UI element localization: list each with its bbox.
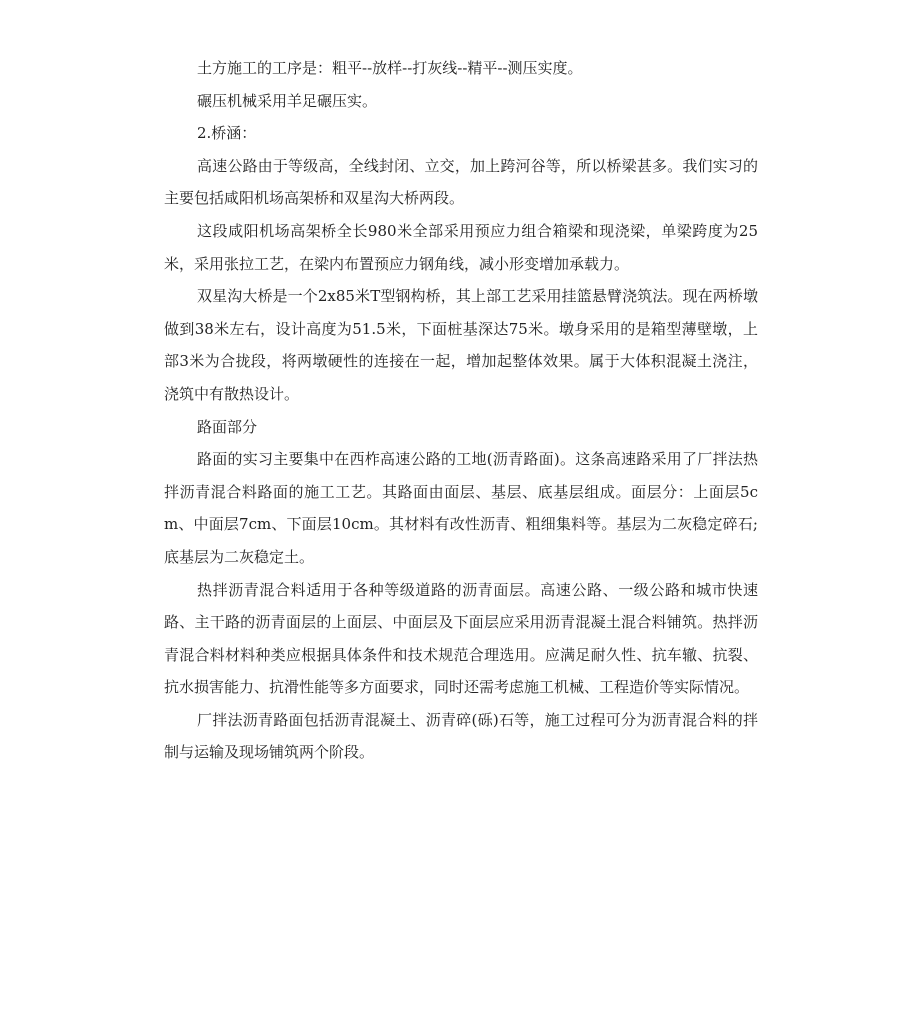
document-page <box>164 52 758 769</box>
paragraph-compaction-machinery: 碾压机械采用羊足碾压实。 <box>197 91 378 110</box>
paragraph-shuangxinggou-bridge: 双星沟大桥是一个2x85米T型钢构桥，其上部工艺采用挂篮悬臂浇筑法。现在两桥墩做到38米左右，设计高度为51.5米，下面桩基深达75米。墩身采用的是箱型薄壁墩，上部3米为合拢段，将两墩硬性的连接在一起，增加起整体效果。属于大体积混凝土浇注，浇筑中有散热设计。 <box>164 287 758 403</box>
paragraph-hot-mix-asphalt: 热拌沥青混合料适用于各种等级道路的沥青面层。高速公路、一级公路和城市快速路、主干路的沥青面层的上面层、中面层及下面层应采用沥青混凝土混合料铺筑。热拌沥青混合料材料种类应根据具体条件和技术规范合理选用。应满足耐久性、抗车辙、抗裂、抗水损害能力、抗滑性能等多方面要求，同时还需考虑施工机械、工程造价等实际情况。 <box>164 580 758 697</box>
section-heading-bridges: 2.桥涵： <box>197 124 257 143</box>
paragraph-plant-mix-process: 厂拌法沥青路面包括沥青混凝土、沥青碎(砾)石等，施工过程可分为沥青混合料的拌制与运输及现场铺筑两个阶段。 <box>164 710 758 762</box>
paragraph-earthwork-sequence: 土方施工的工序是：粗平--放样--打灰线--精平--测压实度。 <box>197 59 583 77</box>
section-heading-pavement: 路面部分 <box>197 417 258 436</box>
paragraph-airport-viaduct: 这段咸阳机场高架桥全长980米全部采用预应力组合箱梁和现浇梁，单梁跨度为25米，采用张拉工艺，在梁内布置预应力钢角线，减小形变增加承载力。 <box>164 221 758 273</box>
paragraph-bridges-intro: 高速公路由于等级高，全线封闭、立交，加上跨河谷等，所以桥梁甚多。我们实习的主要包括咸阳机场高架桥和双星沟大桥两段。 <box>164 156 758 208</box>
paragraph-pavement-layers: 路面的实习主要集中在西柞高速公路的工地(沥青路面)。这条高速路采用了厂拌法热拌沥青混合料路面的施工工艺。其路面由面层、基层、底基层组成。面层分：上面层5cm、中面层7cm、下面层10cm。其材料有改性沥青、粗细集料等。基层为二灰稳定碎石;底基层为二灰稳定土。 <box>164 450 758 566</box>
